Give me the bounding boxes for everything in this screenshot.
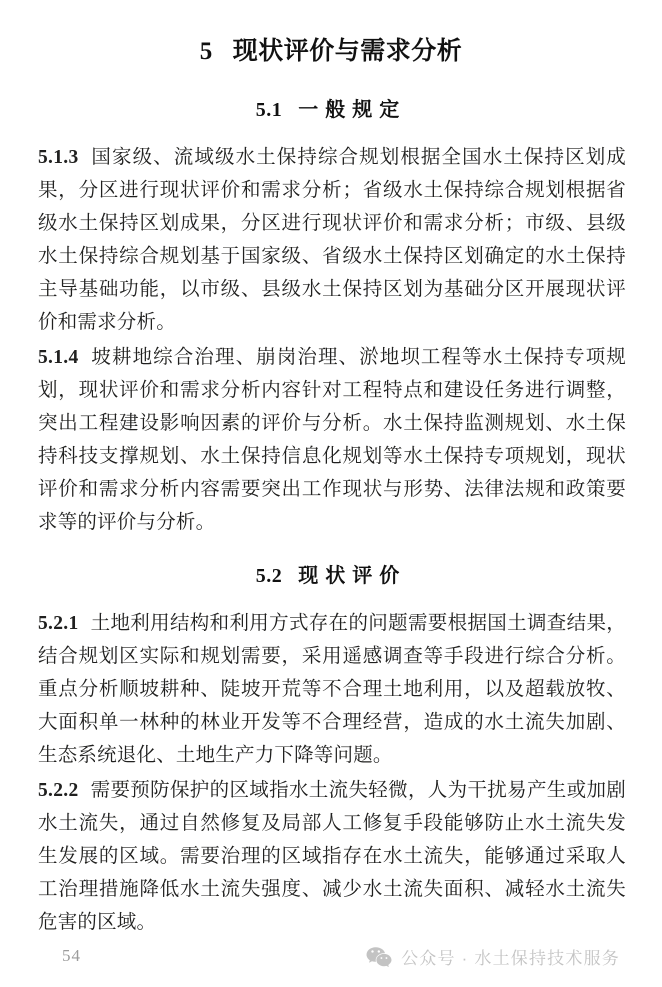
section-title-5-2: 现状评价: [298, 565, 407, 588]
paragraph-5-1-3: [38, 123, 626, 339]
page-number: 54: [62, 946, 81, 965]
chapter-title: 现状评价与需求分析: [232, 38, 463, 65]
watermark: [366, 944, 628, 969]
wechat-icon: [366, 946, 392, 967]
paragraph-text-5-2-2: 需要预防保护的区域指水土流失轻微，人为干扰易产生或加剧水土流失，通过自然修复及局部人工修复手段能够防止水土流失发生发展的区域。需要治理的区域指存在水土流失，能够通过采取人工治理措施降低水土流失强度、减少水土流失面积、减轻水土流失危害的区域。: [38, 780, 626, 934]
paragraph-text-5-1-4: 坡耕地综合治理、崩岗治理、淤地坝工程等水土保持专项规划，现状评价和需求分析内容针对工程特点和建设任务进行调整，突出工程建设影响因素的评价与分析。水土保持监测规划、水土保持科技支撑规划、水土保持信息化规划等水土保持专项规划，现状评价和需求分析内容需要突出工作现状与形势、法律法规和政策要求等的评价与分析。: [38, 347, 626, 534]
chapter-number: 5: [199, 38, 213, 65]
section-heading-5-1: [0, 67, 662, 123]
paragraph-text-5-1-3: 国家级、流域级水土保持综合规划根据全国水土保持区划成果，分区进行现状评价和需求分析；省级水土保持综合规划根据省级水土保持区划成果，分区进行现状评价和需求分析；市级、县级水土保持综合规划基于国家级、省级水土保持区划确定的水土保持主导基础功能，以市级、县级水土保持区划为基础分区开展现状评价和需求分析。: [38, 147, 626, 334]
page-footer: [0, 939, 662, 973]
watermark-text: 公众号 · 水土保持技术服务: [401, 948, 620, 968]
section-5-2-body: [0, 589, 662, 939]
paragraph-text-5-2-1: 土地利用结构和利用方式存在的问题需要根据国土调查结果，结合规划区实际和规划需要，采用遥感调查等手段进行综合分析。重点分析顺坡耕种、陡坡开荒等不合理土地利用，以及超载放牧、大面积单一林种的林业开发等不合理经营，造成的水土流失加剧、生态系统退化、土地生产力下降等问题。: [38, 613, 626, 767]
paragraph-label-5-2-1: 5.2.1: [38, 613, 79, 635]
paragraph-label-5-2-2: 5.2.2: [38, 780, 79, 802]
section-title-5-1: 一般规定: [298, 99, 407, 122]
section-heading-5-2: [0, 539, 662, 589]
chapter-heading: [0, 0, 662, 67]
paragraph-5-1-4: [38, 339, 626, 539]
paragraph-label-5-1-3: 5.1.3: [38, 147, 79, 169]
paragraph-5-2-1: [38, 589, 626, 772]
paragraph-5-2-2: [38, 772, 626, 939]
section-5-1-body: [0, 123, 662, 539]
paragraph-label-5-1-4: 5.1.4: [38, 347, 79, 369]
section-number-5-2: 5.2: [255, 565, 283, 588]
section-number-5-1: 5.1: [255, 99, 283, 122]
